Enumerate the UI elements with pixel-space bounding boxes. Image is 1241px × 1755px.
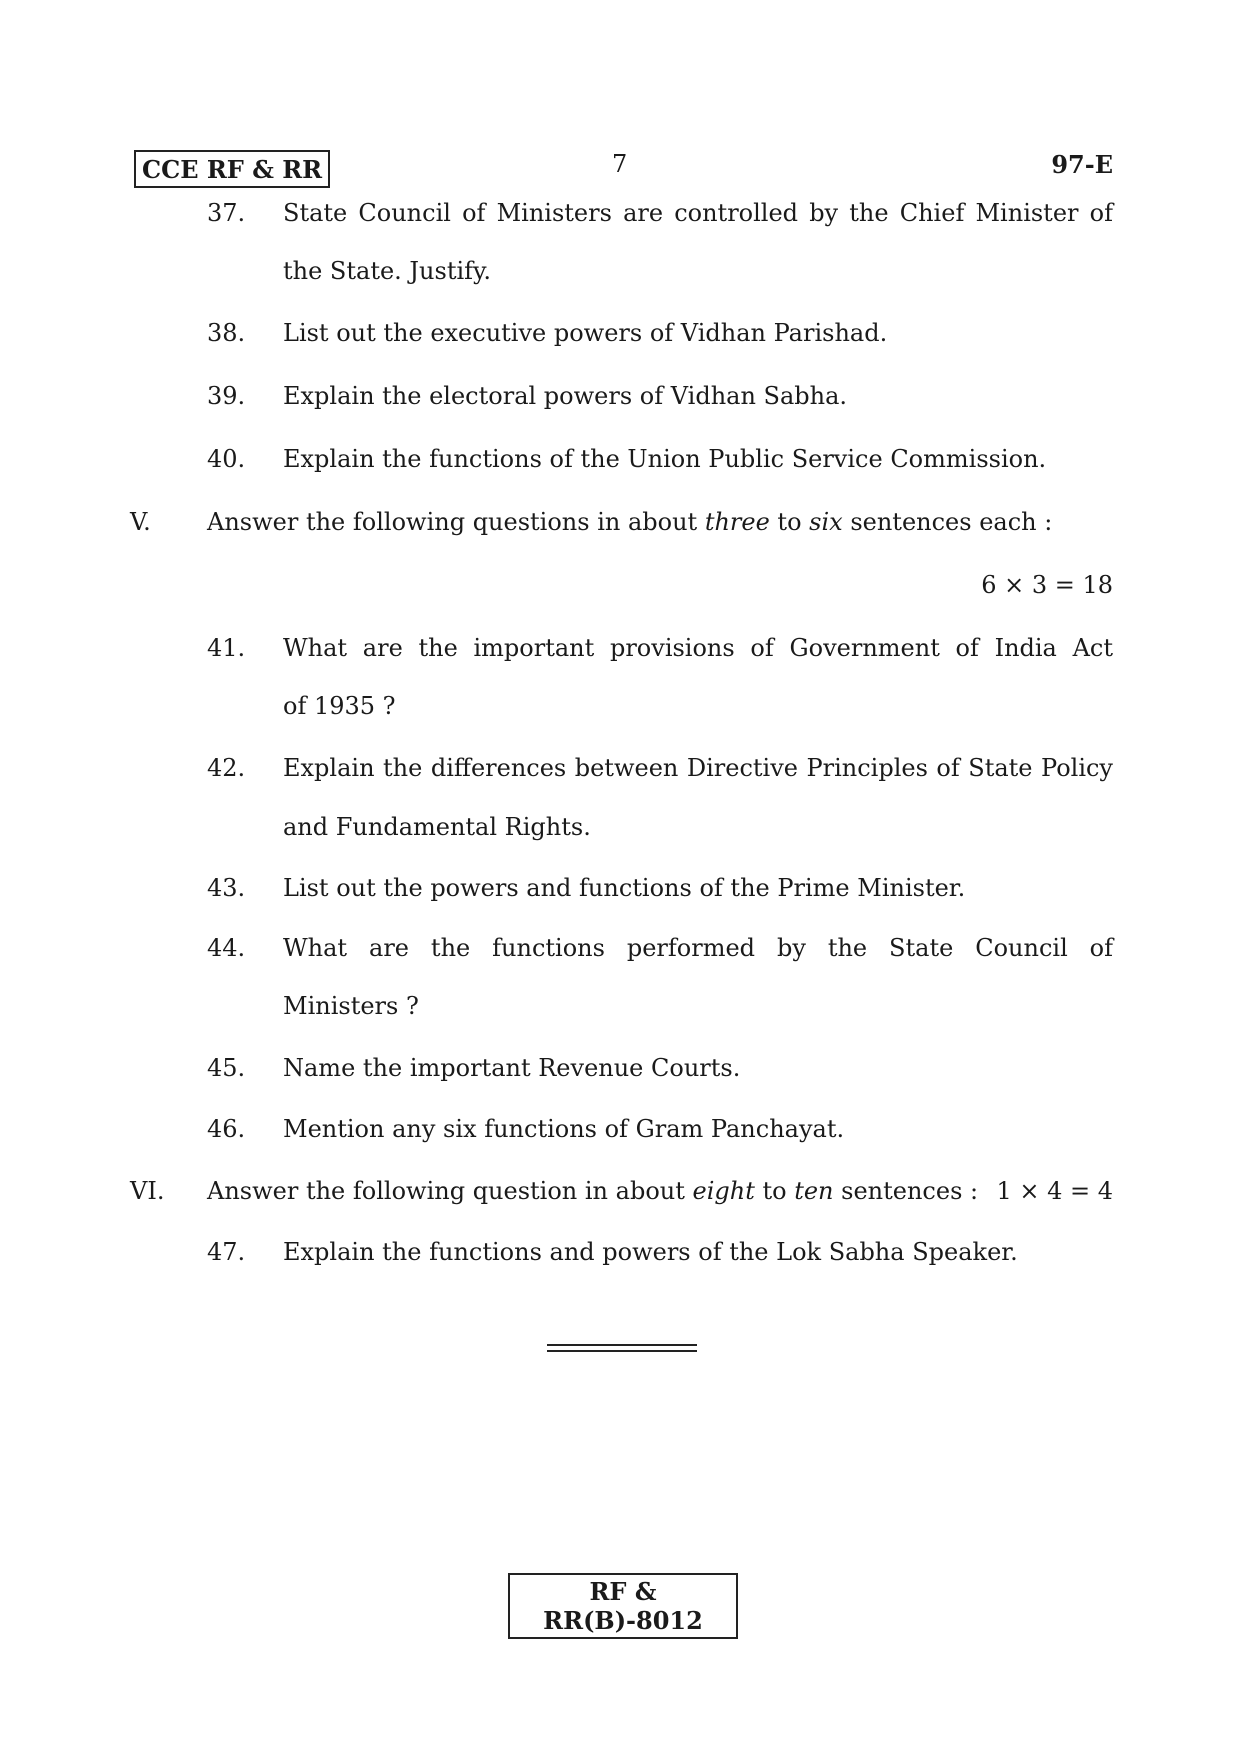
question-44-line2: Ministers ? bbox=[283, 992, 419, 1020]
question-43-text: List out the powers and functions of the Prime Minister. bbox=[283, 874, 966, 902]
paper-code: 97-E bbox=[1051, 150, 1113, 179]
section-vi-label: VI. bbox=[130, 1177, 165, 1205]
question-39-text: Explain the electoral powers of Vidhan Sabha. bbox=[283, 382, 848, 410]
question-number-42: 42. bbox=[207, 754, 246, 782]
end-rule-top bbox=[547, 1344, 697, 1346]
end-rule-bottom bbox=[547, 1350, 697, 1352]
section-vi-instruction: Answer the following question in about eight to ten sentences : bbox=[207, 1177, 979, 1205]
page-number: 7 bbox=[612, 150, 628, 178]
question-45-text: Name the important Revenue Courts. bbox=[283, 1054, 741, 1082]
section-v-marks: 6 × 3 = 18 bbox=[981, 571, 1113, 599]
question-number-40: 40. bbox=[207, 445, 246, 473]
question-47-text: Explain the functions and powers of the Lok Sabha Speaker. bbox=[283, 1238, 1018, 1266]
section-vi-marks: 1 × 4 = 4 bbox=[996, 1177, 1113, 1205]
question-44-line1: What are the functions performed by the State Council of bbox=[283, 934, 1113, 962]
question-40-text: Explain the functions of the Union Public Service Commission. bbox=[283, 445, 1047, 473]
question-number-47: 47. bbox=[207, 1238, 246, 1266]
question-41-line2: of 1935 ? bbox=[283, 692, 396, 720]
question-37-line1: State Council of Ministers are controlled by the Chief Minister of bbox=[283, 199, 1113, 227]
header-subject-box: CCE RF & RR bbox=[134, 150, 330, 188]
question-42-line2: and Fundamental Rights. bbox=[283, 813, 591, 841]
question-38-text: List out the executive powers of Vidhan Parishad. bbox=[283, 319, 888, 347]
footer-code-box: RF & RR(B)-8012 bbox=[508, 1573, 738, 1639]
section-v-instruction: Answer the following questions in about three to six sentences each : bbox=[207, 508, 1053, 536]
question-37-line2: the State. Justify. bbox=[283, 257, 492, 285]
question-number-46: 46. bbox=[207, 1115, 246, 1143]
section-v-label: V. bbox=[130, 508, 151, 536]
question-42-line1: Explain the differences between Directive Principles of State Policy bbox=[283, 754, 1113, 782]
question-number-44: 44. bbox=[207, 934, 246, 962]
question-number-38: 38. bbox=[207, 319, 246, 347]
question-41-line1: What are the important provisions of Government of India Act bbox=[283, 634, 1113, 662]
question-number-37: 37. bbox=[207, 199, 246, 227]
question-number-43: 43. bbox=[207, 874, 246, 902]
question-number-41: 41. bbox=[207, 634, 246, 662]
question-number-45: 45. bbox=[207, 1054, 246, 1082]
question-46-text: Mention any six functions of Gram Panchayat. bbox=[283, 1115, 845, 1143]
question-number-39: 39. bbox=[207, 382, 246, 410]
